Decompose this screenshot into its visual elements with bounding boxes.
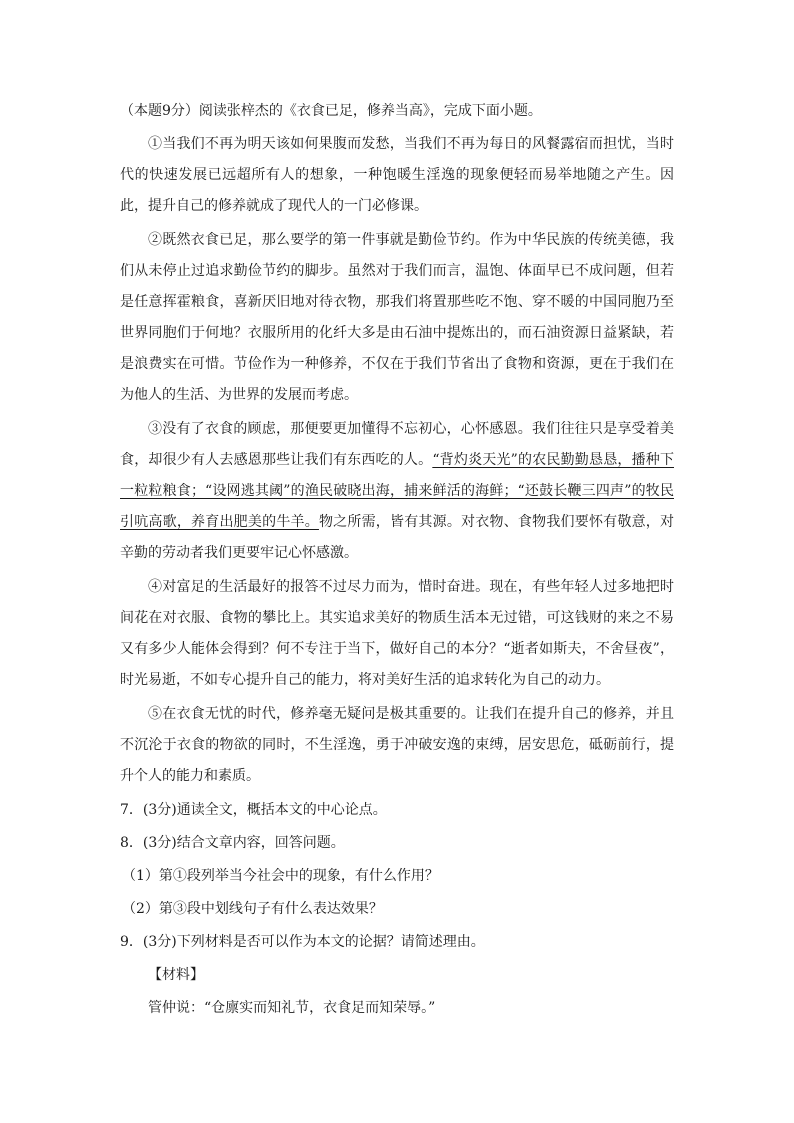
paragraph-3-after: 物之所需，皆有其源。对衣物、食物我们要怀有敬意，对辛勤的劳动者我们更要牢记心怀感激。 (120, 514, 675, 561)
question-8: 8．(3分)结合文章内容，回答问题。 (120, 835, 345, 851)
paragraph-4: ④对富足的生活最好的报答不过尽力而为，惜时奋进。现在，有些年轻人过多地把时间花在对衣服、食物的攀比上。其实追求美好的物质生活本无过错，可这钱财的来之不易又有多少人能体会得到？何不专注于当下，做好自己的本分？“逝者如斯夫，不舍昼夜”，时光易逝，不如专心提升自己的能力，将对美好生活的追求转化为自己的动力。 (120, 579, 674, 688)
underlined-sentence: “背灼炎天光”的农民勤勤恳恳，播种下一粒粒粮食；“设网逃其阈”的渔民破晓出海，捕来鲜活的海鲜；“还鼓长鞭三四声”的牧民引吭高歌，养育出肥美的牛羊。 (120, 452, 674, 530)
paragraph-2: ②既然衣食已足，那么要学的第一件事就是勤俭节约。作为中华民族的传统美德，我们从未停止过追求勤俭节约的脚步。虽然对于我们而言，温饱、体面早已不成问题，但若是任意挥霍粮食，喜新厌旧地对待衣物，那我们将置那些吃不饱、穿不暖的中国同胞乃至世界同胞们于何地？衣服所用的化纤大多是由石油中提炼出的，而石油资源日益紧缺，若是浪费实在可惜。节俭作为一种修养，不仅在于我们节省出了食物和资源，更在于我们在为他人的生活、为世界的发展而考虑。 (120, 232, 674, 403)
material-text: 管仲说：“仓廪实而知礼节，衣食足而知荣辱。” (148, 1000, 436, 1016)
question-intro: （本题9分）阅读张梓杰的《衣食已足，修养当高》，完成下面小题。 (120, 103, 542, 119)
paragraph-5: ⑤在衣食无忧的时代，修养毫无疑问是极其重要的。让我们在提升自己的修养，并且不沉沦于衣食的物欲的同时，不生淫逸，勇于冲破安逸的束缚，居安思危，砥砺前行，提升个人的能力和素质。 (120, 706, 674, 784)
question-8-part-2: （2）第③段中划线句子有什么表达效果？ (122, 901, 383, 917)
paragraph-3-before: ③没有了衣食的顾虑，那便要更加懂得不忘初心，心怀感恩。我们往往只是享受着美食，却很少有人去感恩那些让我们有东西吃的人。 (120, 421, 674, 468)
paragraph-1: ①当我们不再为明天该如何果腹而发愁，当我们不再为每日的风餐露宿而担忧，当时代的快速发展已远超所有人的想象，一种饱暖生淫逸的现象便轻而易举地随之产生。因此，提升自己的修养就成了现代人的一门必修课。 (120, 136, 674, 214)
paragraph-3 (120, 414, 674, 569)
question-7: 7．(3分)通读全文，概括本文的中心论点。 (120, 802, 387, 818)
question-9: 9．(3分)下列材料是否可以作为本文的论据？请简述理由。 (120, 934, 485, 950)
material-label: 【材料】 (148, 967, 204, 983)
question-8-part-1: （1）第①段列举当今社会中的现象，有什么作用？ (122, 868, 439, 884)
